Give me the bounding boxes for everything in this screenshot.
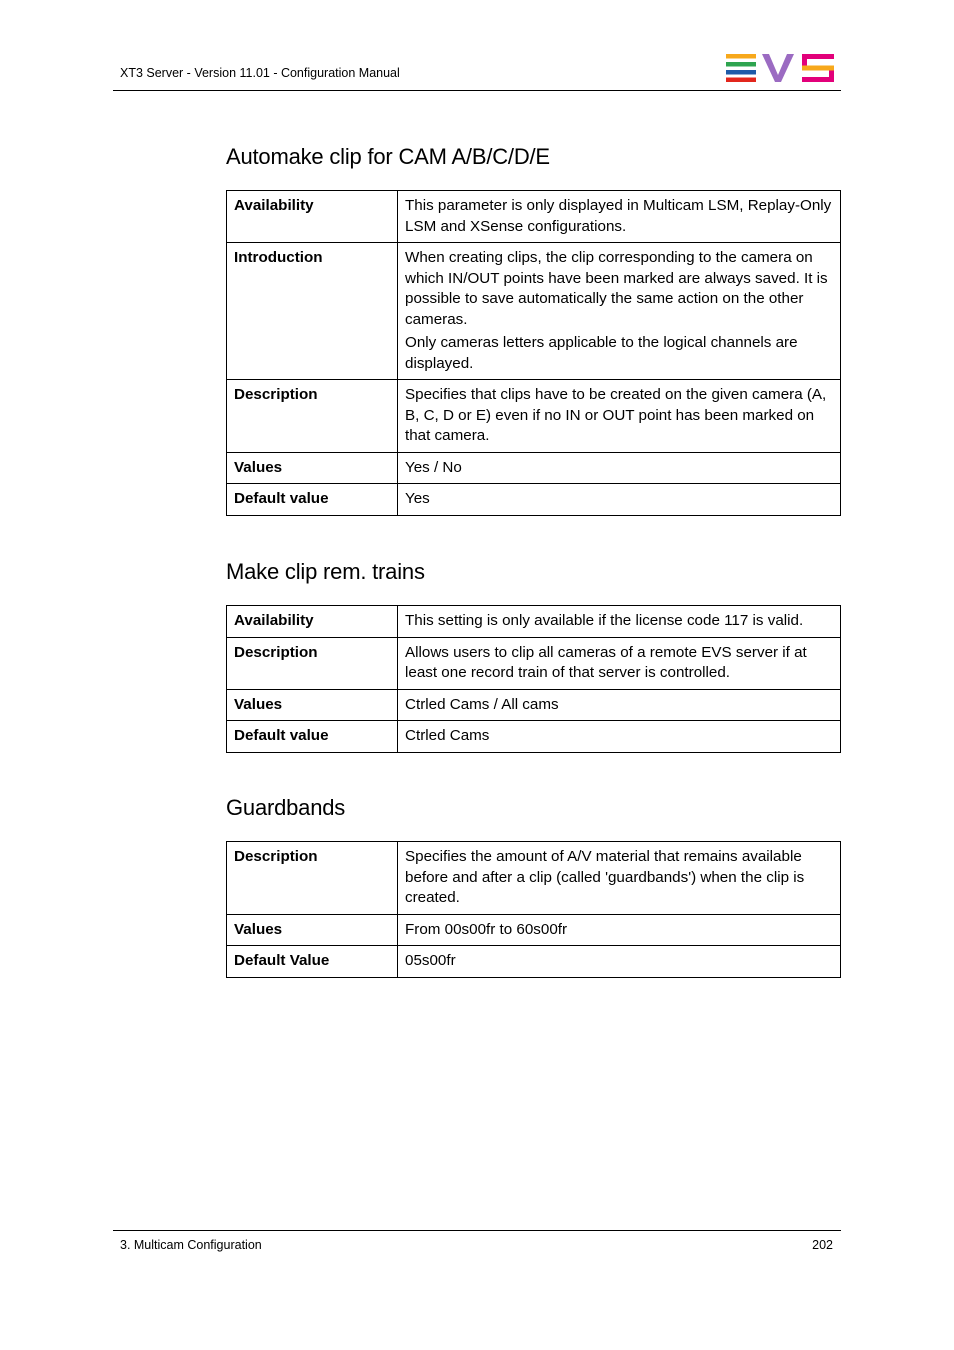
row-text: This setting is only available if the license code 117 is valid.: [405, 612, 804, 629]
row-key: Availability: [227, 191, 398, 243]
page-number: 202: [812, 1238, 833, 1252]
row-text: This parameter is only displayed in Multicam LSM, Replay-Only LSM and XSense configurations.: [405, 197, 832, 235]
row-key: Values: [227, 914, 398, 946]
table-row: [227, 637, 841, 689]
row-text: Yes: [405, 490, 430, 507]
row-text: 05s00fr: [405, 952, 456, 969]
table-row: [227, 243, 841, 380]
row-value: [398, 606, 841, 638]
row-key: Default value: [227, 484, 398, 516]
section-make-clip-rem-trains: [226, 557, 841, 753]
row-key: Default Value: [227, 946, 398, 978]
row-text: Yes / No: [405, 458, 462, 476]
row-value: [398, 191, 841, 243]
row-key: Values: [227, 689, 398, 721]
table-row: [227, 914, 841, 946]
table-row: [227, 946, 841, 978]
row-value: [398, 914, 841, 946]
parameter-table: [226, 841, 841, 978]
parameter-table: [226, 605, 841, 753]
section-title: Make clip rem. trains: [226, 559, 425, 584]
section-title: Guardbands: [226, 795, 346, 820]
parameter-table: [226, 190, 841, 516]
table-row: [227, 452, 841, 484]
row-text: When creating clips, the clip corresponding to the camera on which IN/OUT points have been marked are always saved. It is possible to save automatically the same action on the other cameras.: [405, 249, 828, 328]
section-title: Automake clip for CAM A/B/C/D/E: [226, 144, 550, 169]
row-text: Allows users to clip all cameras of a remote EVS server if at least one record train of that server is controlled.: [405, 643, 807, 681]
row-value: [398, 637, 841, 689]
row-key: Default value: [227, 721, 398, 753]
row-value: [398, 721, 841, 753]
table-row: [227, 606, 841, 638]
row-text: Only cameras letters applicable to the logical channels are displayed.: [405, 334, 798, 372]
row-text: Specifies the amount of A/V material that remains available before and after a clip (called 'guardbands') when the clip is created.: [405, 848, 805, 906]
row-key: Description: [227, 637, 398, 689]
table-row: [227, 842, 841, 915]
row-value: [398, 842, 841, 915]
row-text: Specifies that clips have to be created on the given camera (A, B, C, D or E) even if no IN or OUT point has been marked on that camera.: [405, 386, 827, 444]
section-guardbands: [226, 793, 841, 978]
table-row: [227, 484, 841, 516]
row-key: Description: [227, 842, 398, 915]
row-value: [398, 689, 841, 721]
row-value: [398, 452, 841, 484]
row-value: [398, 484, 841, 516]
table-row: [227, 721, 841, 753]
row-key: Values: [227, 452, 398, 484]
footer-rule: [113, 1230, 841, 1231]
row-value: [398, 243, 841, 380]
row-text: From 00s00fr to 60s00fr: [405, 920, 568, 938]
table-row: [227, 191, 841, 243]
header-rule: [113, 90, 841, 91]
header-title: XT3 Server - Version 11.01 - Configuration Manual: [120, 66, 400, 80]
row-key: Availability: [227, 606, 398, 638]
section-automake-clip: [226, 142, 841, 516]
evs-logo-icon: [726, 54, 834, 82]
row-key: Description: [227, 380, 398, 453]
row-value: [398, 380, 841, 453]
footer-chapter: 3. Multicam Configuration: [120, 1238, 262, 1252]
row-text: Ctrled Cams / All cams: [405, 695, 559, 713]
table-row: [227, 380, 841, 453]
table-row: [227, 689, 841, 721]
row-value: [398, 946, 841, 978]
row-key: Introduction: [227, 243, 398, 380]
row-text: Ctrled Cams: [405, 727, 490, 744]
